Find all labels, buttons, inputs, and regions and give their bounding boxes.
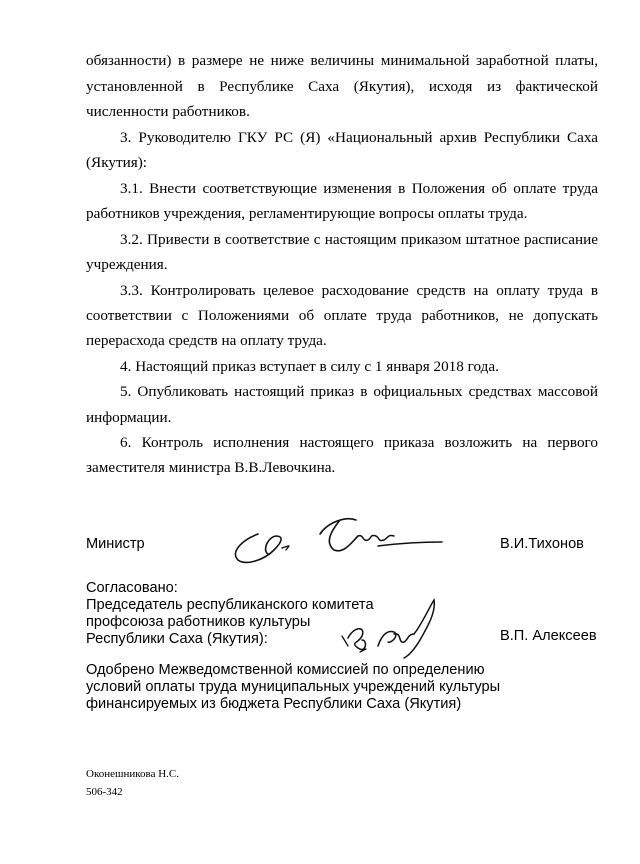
- commission-note: финансируемых из бюджета Республики Саха (Якутия): [86, 696, 462, 712]
- text-line: 5. Опубликовать настоящий приказ в официальных средствах массовой: [120, 383, 598, 400]
- minister-signature: [228, 510, 458, 570]
- text-line: 6. Контроль исполнения настоящего приказа возложить на первого: [120, 434, 598, 451]
- text-line: заместителя министра В.В.Левочкина.: [86, 459, 336, 476]
- commission-note: Одобрено Межведомственной комиссией по определению: [86, 662, 485, 678]
- executor-name: Оконешникова Н.С.: [86, 768, 179, 780]
- text-line: 3.2. Привести в соответствие с настоящим приказом штатное расписание: [120, 231, 598, 248]
- commission-note: условий оплаты труда муниципальных учреждений культуры: [86, 679, 501, 695]
- text-line: работников учреждения, регламентирующие вопросы оплаты труда.: [86, 205, 528, 222]
- text-line: учреждения.: [86, 256, 168, 273]
- approver-position: Республики Саха (Якутия):: [86, 631, 268, 647]
- text-line: обязанности) в размере не ниже величины минимальной заработной платы,: [86, 52, 598, 69]
- agreed-label: Согласовано:: [86, 580, 178, 596]
- text-line: 3.1. Внести соответствующие изменения в Положения об оплате труда: [120, 180, 598, 197]
- text-line: 4. Настоящий приказ вступает в силу с 1 января 2018 года.: [120, 358, 499, 375]
- text-line: численности работников.: [86, 103, 250, 120]
- minister-name: В.И.Тихонов: [500, 536, 584, 552]
- approver-position: Председатель республиканского комитета: [86, 597, 374, 613]
- approver-name: В.П. Алексеев: [500, 628, 597, 644]
- text-line: (Якутия):: [86, 154, 147, 171]
- approver-position: профсоюза работников культуры: [86, 614, 311, 630]
- executor-phone: 506-342: [86, 786, 123, 798]
- text-line: перерасхода средств на оплату труда.: [86, 332, 327, 349]
- text-line: 3. Руководителю ГКУ РС (Я) «Национальный архив Республики Саха: [120, 129, 598, 146]
- text-line: информации.: [86, 409, 172, 426]
- text-line: соответствии с Положениями об оплате труда работников, не допускать: [86, 307, 598, 324]
- text-line: 3.3. Контролировать целевое расходование средств на оплату труда в: [120, 282, 598, 299]
- approver-signature: [338, 596, 448, 666]
- minister-title: Министр: [86, 536, 145, 552]
- text-line: установленной в Республике Саха (Якутия), исходя из фактической: [86, 78, 598, 95]
